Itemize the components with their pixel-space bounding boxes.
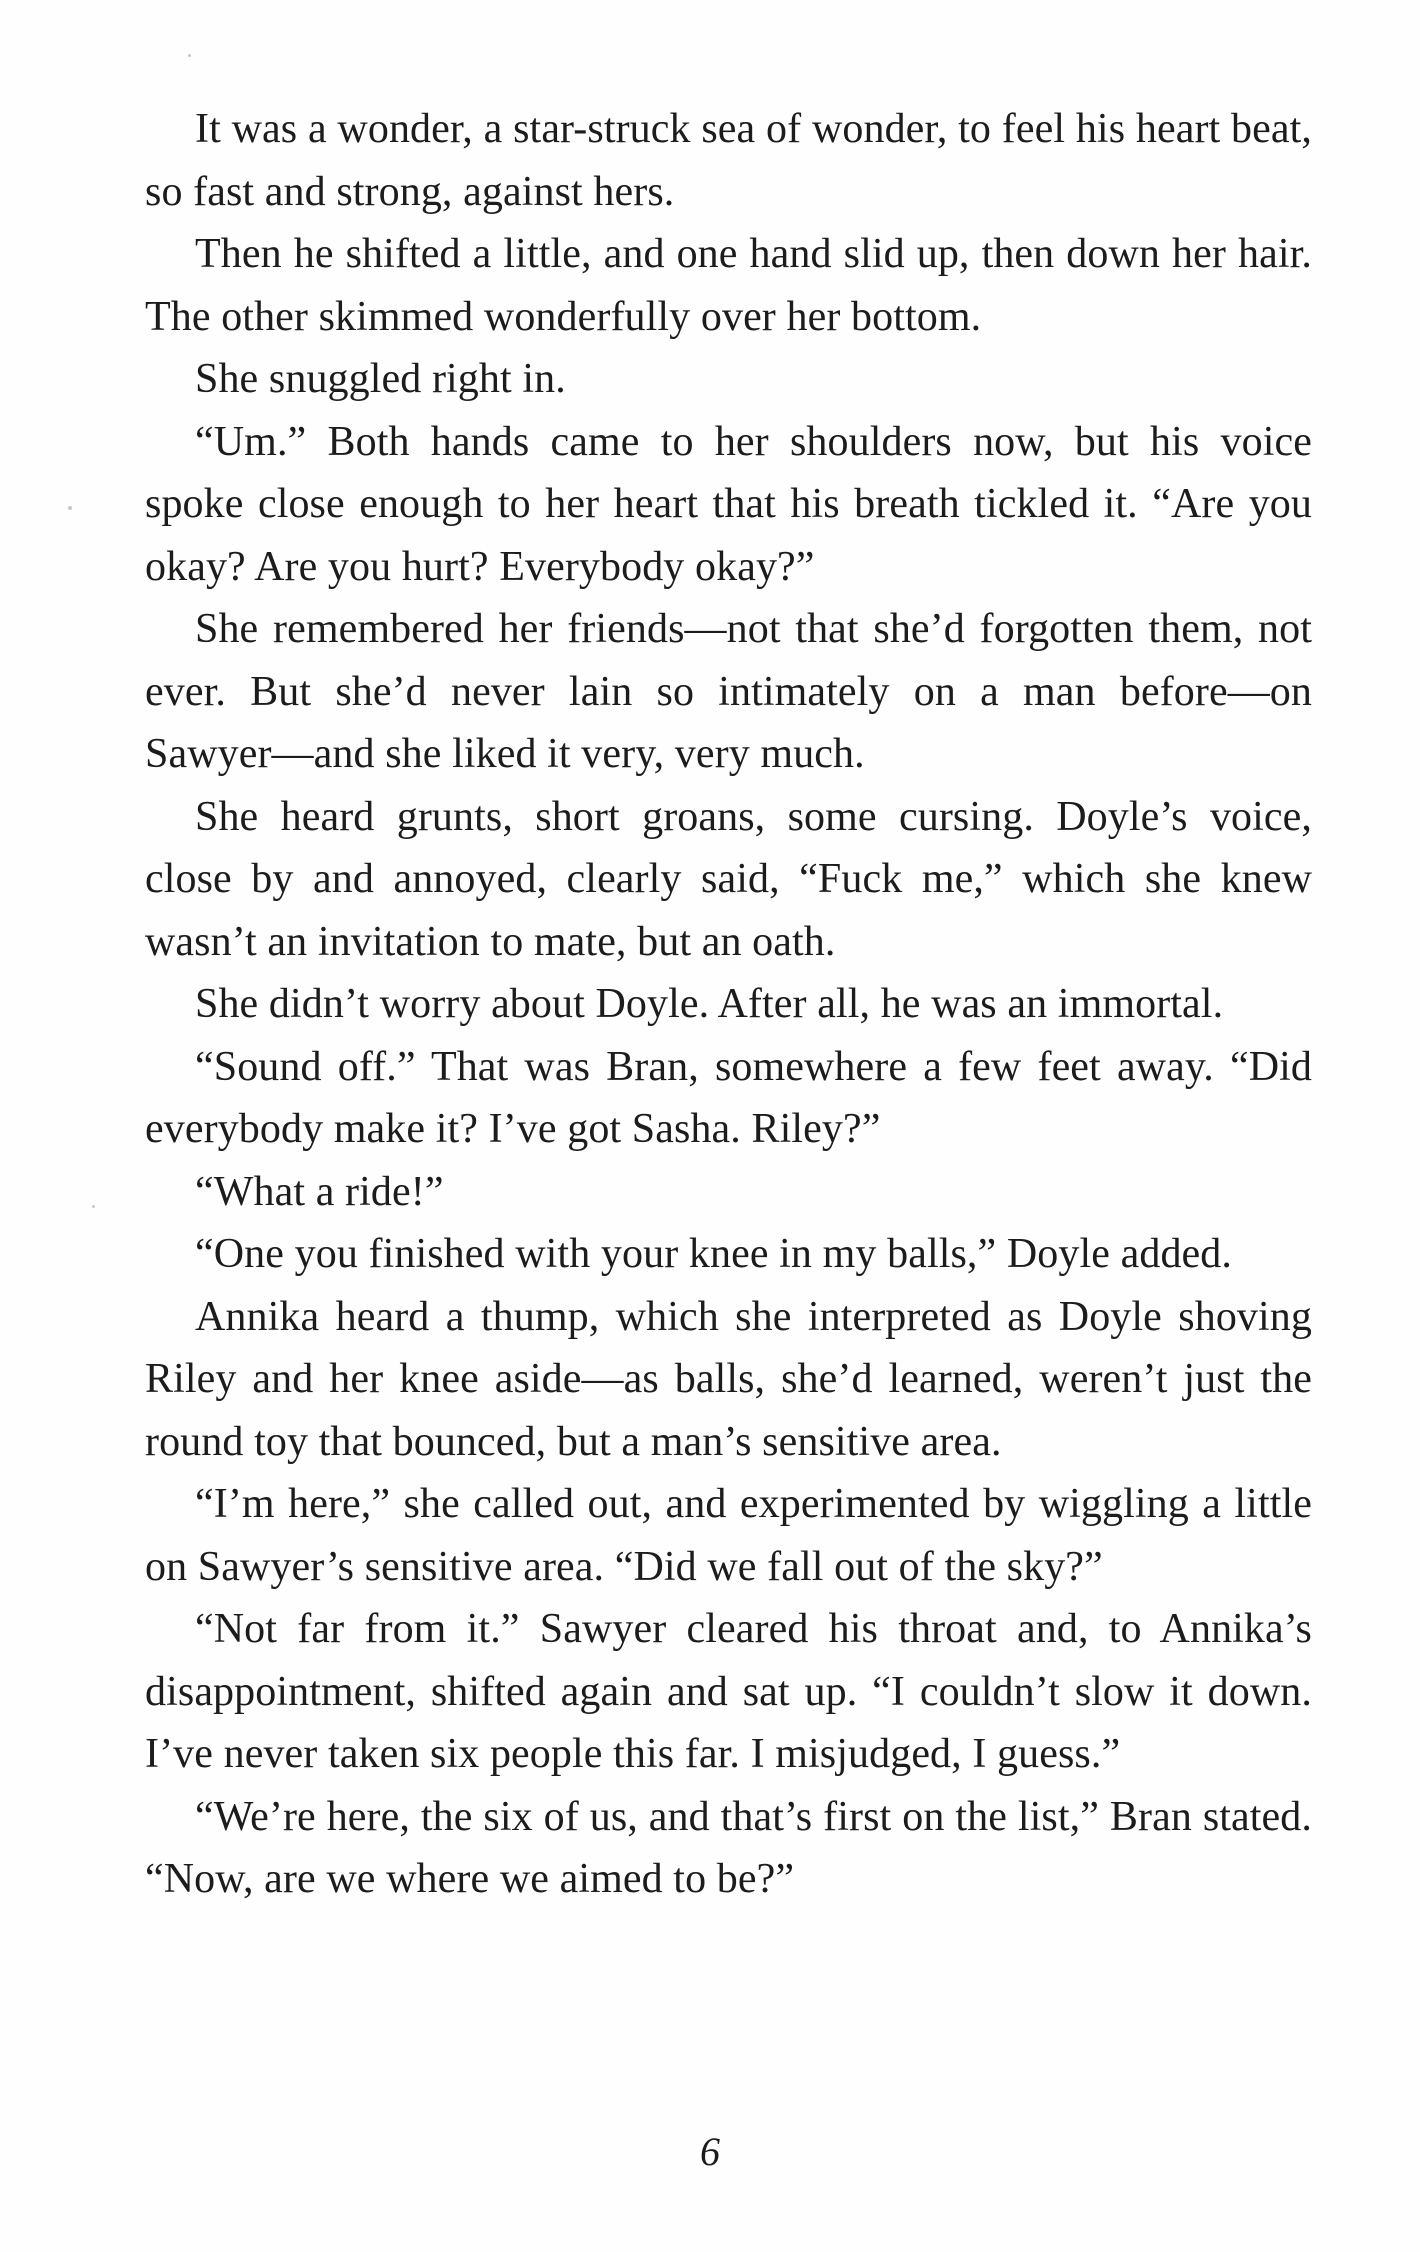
paragraph: “Um.” Both hands came to her shoulders now, but his voice spoke close enough to her heart that his breath tickled it. “Are you okay? Are you hurt? Everybody okay?”: [145, 418, 1312, 590]
paper-speck: [188, 54, 191, 57]
paragraph: “One you finished with your knee in my balls,” Doyle added.: [195, 1231, 1232, 1277]
paragraph: She remembered her friends—not that she’d forgotten them, not ever. But she’d never lain so intimately on a man before—on Sawyer—and she liked it very, very much.: [145, 606, 1312, 777]
paper-speck: [92, 1205, 95, 1208]
body-text: [145, 98, 1312, 1911]
paragraph: “I’m here,” she called out, and experimented by wiggling a little on Sawyer’s sensitive area. “Did we fall out of the sky?”: [145, 1481, 1312, 1590]
page-number: 6: [700, 2129, 720, 2174]
paragraph: She didn’t worry about Doyle. After all, he was an immortal.: [195, 981, 1224, 1027]
paragraph: Then he shifted a little, and one hand slid up, then down her hair. The other skimmed wonderfully over her bottom.: [145, 231, 1312, 340]
paragraph: “Not far from it.” Sawyer cleared his throat and, to Annika’s disappointment, shifted again and sat up. “I couldn’t slow it down. I’ve never taken six people this far. I misjudged, I guess.”: [145, 1606, 1312, 1777]
paragraph: It was a wonder, a star-struck sea of wonder, to feel his heart beat, so fast and strong, against hers.: [145, 106, 1312, 215]
paragraph: “What a ride!”: [195, 1168, 444, 1215]
paragraph: She snuggled right in.: [195, 356, 566, 402]
paragraph: “We’re here, the six of us, and that’s first on the list,” Bran stated. “Now, are we where we aimed to be?”: [145, 1793, 1312, 1902]
paper-speck: [68, 506, 72, 510]
paragraph: Annika heard a thump, which she interpreted as Doyle shoving Riley and her knee aside—as balls, she’d learned, weren’t just the round toy that bounced, but a man’s sensitive area.: [145, 1293, 1312, 1465]
paragraph: She heard grunts, short groans, some cursing. Doyle’s voice, close by and annoyed, clearly said, “Fuck me,” which she knew wasn’t an invitation to mate, but an oath.: [145, 793, 1312, 965]
paragraph: “Sound off.” That was Bran, somewhere a few feet away. “Did everybody make it? I’ve got Sasha. Riley?”: [145, 1043, 1312, 1152]
